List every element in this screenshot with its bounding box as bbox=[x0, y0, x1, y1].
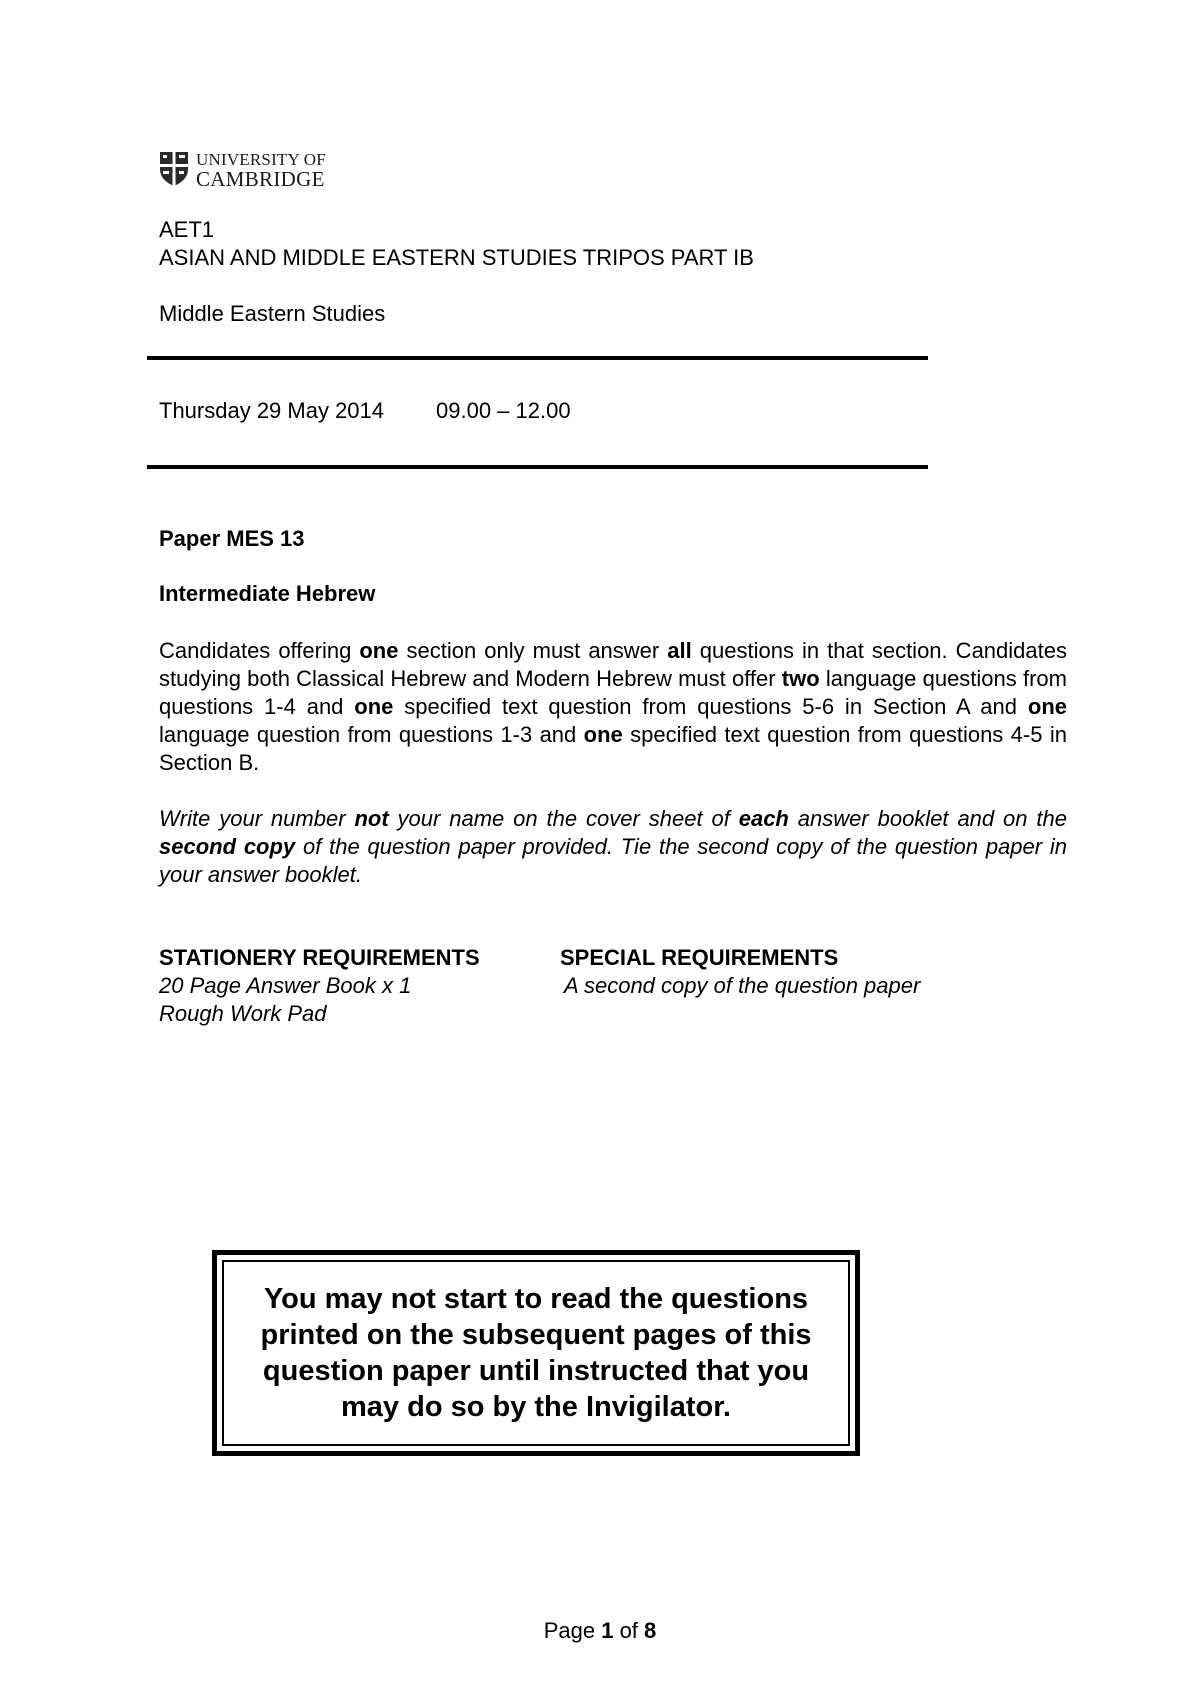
instr-emphasis: one bbox=[359, 638, 399, 663]
stationery-item: 20 Page Answer Book x 1 bbox=[159, 973, 412, 998]
instr-seg: section only must answer bbox=[398, 638, 668, 663]
instr-seg: Candidates offering bbox=[159, 638, 360, 663]
instr-seg: your name on the cover sheet of bbox=[388, 806, 739, 831]
instr-emphasis: all bbox=[667, 638, 692, 663]
stationery-heading: STATIONERY REQUIREMENTS bbox=[159, 945, 480, 970]
instr-seg: questions in that section. Candidates studying both Classical Hebrew and Modern Hebrew must offer bbox=[159, 638, 1067, 691]
invigilator-notice-box bbox=[212, 1250, 860, 1456]
exam-code: AET1 bbox=[159, 217, 215, 242]
cover-sheet-instructions bbox=[159, 805, 1067, 889]
university-shield-icon bbox=[159, 151, 189, 187]
subject-title: Middle Eastern Studies bbox=[159, 301, 386, 326]
instr-seg: Write your number bbox=[159, 806, 355, 831]
instr-seg: specified text question from questions 5-6 in Section A and bbox=[393, 694, 1028, 719]
instr-emphasis: second copy bbox=[159, 834, 296, 859]
exam-date: Thursday 29 May 2014 bbox=[159, 398, 385, 423]
bottom-divider bbox=[147, 465, 928, 469]
page-total: 8 bbox=[644, 1618, 657, 1643]
paper-title: Intermediate Hebrew bbox=[159, 581, 376, 606]
university-logo bbox=[159, 150, 349, 190]
instr-seg: language question from questions 1-3 and bbox=[159, 722, 584, 747]
instr-seg: language questions from questions 1-4 and bbox=[159, 666, 1067, 719]
stationery-item: Rough Work Pad bbox=[159, 1001, 327, 1026]
instr-emphasis: one bbox=[583, 722, 623, 747]
top-divider bbox=[147, 356, 928, 360]
invigilator-notice-text: You may not start to read the questions printed on the subsequent pages of this question paper until instructed that you may do so by the Invigilator. bbox=[260, 1283, 812, 1423]
instr-emphasis: one bbox=[354, 694, 394, 719]
page-middle: of bbox=[613, 1618, 645, 1643]
page-prefix: Page bbox=[543, 1618, 602, 1643]
instr-emphasis: not bbox=[354, 806, 389, 831]
instr-emphasis: two bbox=[781, 666, 820, 691]
page-number bbox=[0, 1617, 1200, 1645]
stationery-requirements bbox=[159, 944, 480, 1028]
instr-emphasis: one bbox=[1027, 694, 1067, 719]
paper-code: Paper MES 13 bbox=[159, 526, 305, 551]
instr-seg: answer booklet and on the bbox=[788, 806, 1068, 831]
instr-seg: specified text question from questions 4-5 in Section B. bbox=[159, 722, 1067, 775]
invigilator-notice-inner bbox=[222, 1260, 850, 1446]
instr-seg: of the question paper provided. Tie the second copy of the question paper in your answer booklet. bbox=[159, 834, 1068, 887]
logo-line-2: CAMBRIDGE bbox=[196, 167, 325, 191]
exam-time: 09.00 – 12.00 bbox=[436, 398, 571, 423]
answer-instructions bbox=[159, 637, 1067, 777]
instr-emphasis: each bbox=[738, 806, 789, 831]
tripos-title: ASIAN AND MIDDLE EASTERN STUDIES TRIPOS PART IB bbox=[159, 245, 754, 270]
special-item: A second copy of the question paper bbox=[564, 973, 921, 998]
special-requirements bbox=[560, 944, 920, 1000]
logo-line-1: UNIVERSITY OF bbox=[196, 150, 326, 169]
page-current: 1 bbox=[601, 1618, 614, 1643]
special-heading: SPECIAL REQUIREMENTS bbox=[560, 945, 839, 970]
